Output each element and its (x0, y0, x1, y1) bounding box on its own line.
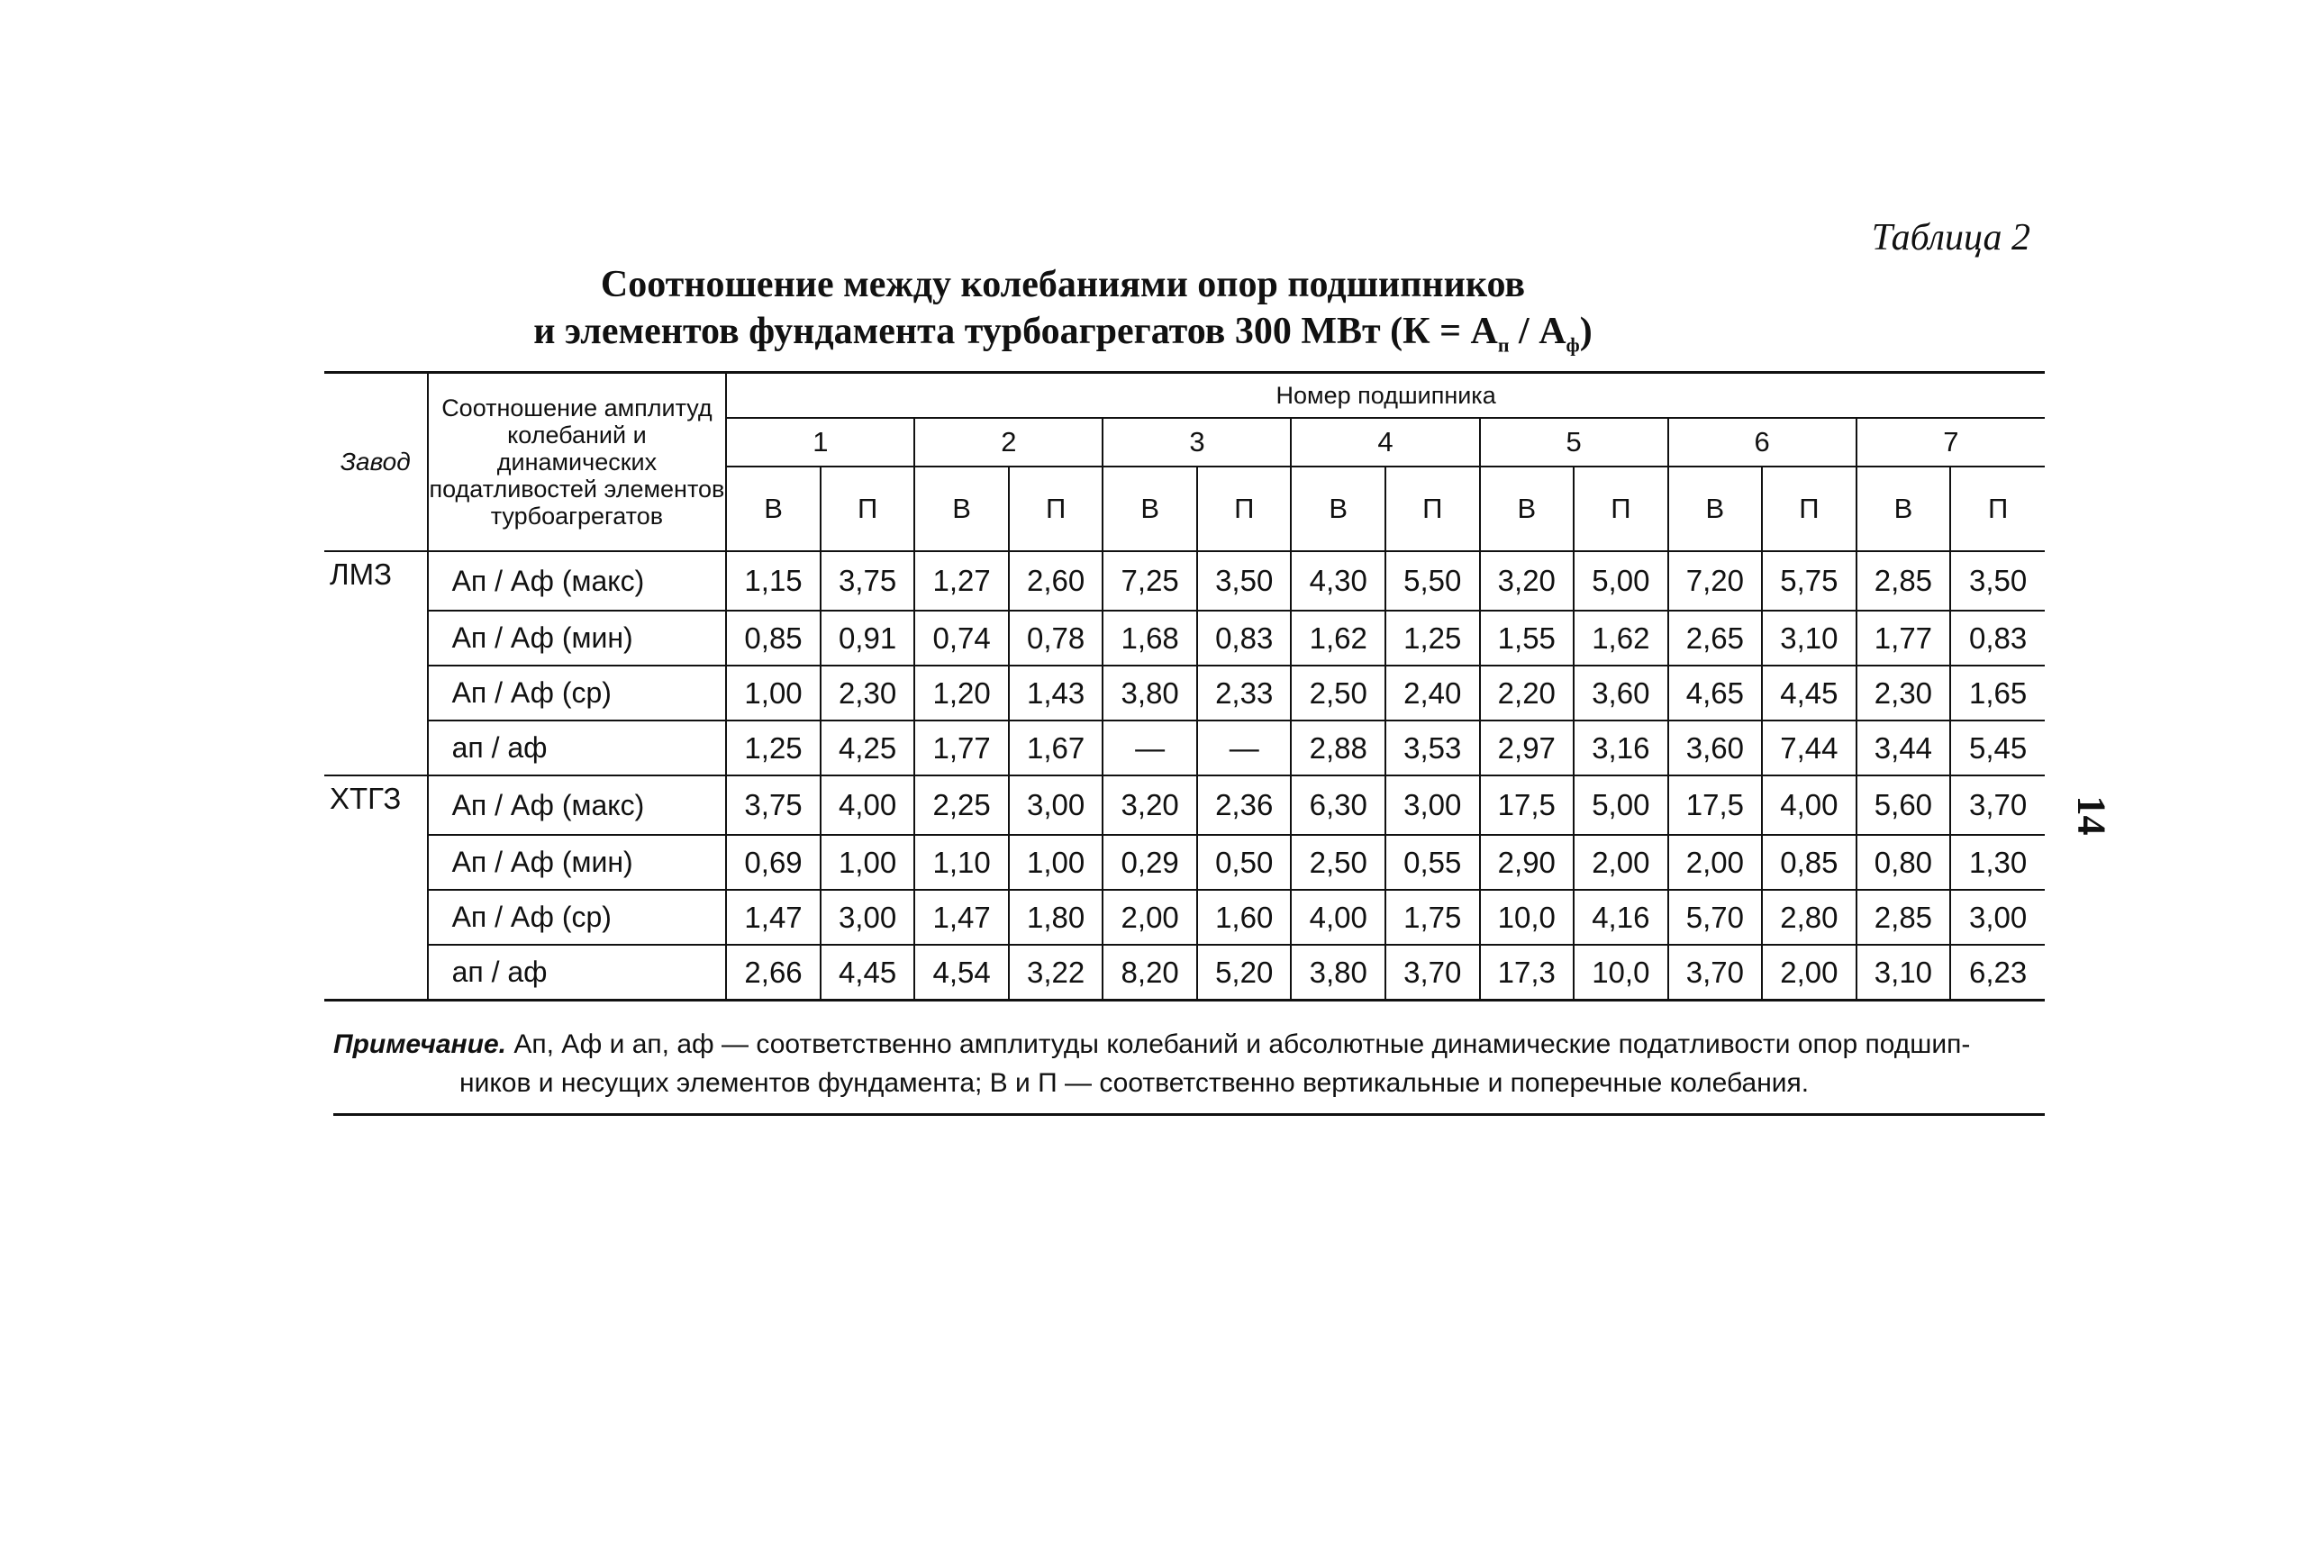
value-cell: 1,55 (1480, 611, 1575, 666)
value-cell: 3,00 (1009, 775, 1103, 835)
value-cell: 1,15 (726, 551, 821, 611)
value-cell: 1,30 (1950, 835, 2045, 890)
value-cell: 2,97 (1480, 721, 1575, 775)
value-cell: 5,50 (1385, 551, 1480, 611)
value-cell: 1,10 (914, 835, 1009, 890)
value-cell: — (1103, 721, 1197, 775)
table-title (324, 261, 1802, 368)
value-cell: 2,88 (1291, 721, 1385, 775)
value-cell: 5,20 (1197, 945, 1292, 1001)
value-cell: 2,00 (1668, 835, 1763, 890)
value-cell: 2,66 (726, 945, 821, 1001)
value-cell: 0,69 (726, 835, 821, 890)
header-v-1: В (726, 467, 821, 551)
value-cell: 4,00 (821, 775, 915, 835)
plant-cell-empty (324, 721, 428, 775)
value-cell: 6,23 (1950, 945, 2045, 1001)
value-cell: 2,30 (1856, 666, 1951, 721)
header-bearing-6: 6 (1668, 418, 1856, 467)
note-line-2: ников и несущих элементов фундамента; В и П — соответственно вертикальные и поперечные колебания. (459, 1068, 1810, 1098)
value-cell: 0,78 (1009, 611, 1103, 666)
value-cell: 4,65 (1668, 666, 1763, 721)
value-cell: 2,50 (1291, 835, 1385, 890)
value-cell: 2,20 (1480, 666, 1575, 721)
value-cell: 0,50 (1197, 835, 1292, 890)
value-cell: 0,29 (1103, 835, 1197, 890)
value-cell: 4,00 (1762, 775, 1856, 835)
value-cell: 3,44 (1856, 721, 1951, 775)
value-cell: 17,3 (1480, 945, 1575, 1001)
value-cell: 5,45 (1950, 721, 2045, 775)
ratio-label: Ап / Аф (мин) (428, 611, 727, 666)
value-cell: 2,40 (1385, 666, 1480, 721)
header-p-2: П (1009, 467, 1103, 551)
value-cell: 1,62 (1574, 611, 1668, 666)
value-cell: 3,53 (1385, 721, 1480, 775)
value-cell: 4,30 (1291, 551, 1385, 611)
value-cell: 1,67 (1009, 721, 1103, 775)
value-cell: 4,45 (821, 945, 915, 1001)
value-cell: 2,00 (1762, 945, 1856, 1001)
value-cell: 3,60 (1574, 666, 1668, 721)
header-p-6: П (1762, 467, 1856, 551)
value-cell: 0,91 (821, 611, 915, 666)
note-line-1: Примечание. Ап, Аф и ап, аф — соответственно амплитуды колебаний и абсолютные динамические податливости опор подшип- (333, 1029, 1971, 1059)
value-cell: 3,70 (1950, 775, 2045, 835)
value-cell: 7,25 (1103, 551, 1197, 611)
value-cell: 2,25 (914, 775, 1009, 835)
plant-name: ХТГЗ (324, 775, 428, 835)
value-cell: 0,83 (1197, 611, 1292, 666)
value-cell: 2,33 (1197, 666, 1292, 721)
value-cell: 1,47 (726, 890, 821, 945)
value-cell: 1,20 (914, 666, 1009, 721)
header-bearing-number: Номер подшипника (726, 373, 2045, 419)
value-cell: 6,30 (1291, 775, 1385, 835)
value-cell: 0,85 (1762, 835, 1856, 890)
header-v-5: В (1480, 467, 1575, 551)
value-cell: 3,10 (1762, 611, 1856, 666)
value-cell: 0,55 (1385, 835, 1480, 890)
value-cell: 1,43 (1009, 666, 1103, 721)
value-cell: 4,16 (1574, 890, 1668, 945)
value-cell: 3,75 (726, 775, 821, 835)
value-cell: 3,80 (1291, 945, 1385, 1001)
value-cell: 1,00 (821, 835, 915, 890)
table-row (324, 835, 2045, 890)
value-cell: 8,20 (1103, 945, 1197, 1001)
value-cell: 2,36 (1197, 775, 1292, 835)
ratio-label: Ап / Аф (макс) (428, 551, 727, 611)
value-cell: 2,80 (1762, 890, 1856, 945)
table-row (324, 890, 2045, 945)
value-cell: 17,5 (1668, 775, 1763, 835)
value-cell: 0,85 (726, 611, 821, 666)
header-p-4: П (1385, 467, 1480, 551)
value-cell: 4,45 (1762, 666, 1856, 721)
value-cell: 3,70 (1385, 945, 1480, 1001)
title-line-2: и элементов фундамента турбоагрегатов 300 МВт $(К = А_п / А_ф)$ (533, 311, 1593, 357)
value-cell: 5,00 (1574, 775, 1668, 835)
ratio-label: ап / аф (428, 721, 727, 775)
value-cell: 1,65 (1950, 666, 2045, 721)
header-bearing-7: 7 (1856, 418, 2045, 467)
value-cell: 5,60 (1856, 775, 1951, 835)
header-bearing-4: 4 (1291, 418, 1479, 467)
value-cell: 1,25 (726, 721, 821, 775)
value-cell: 1,60 (1197, 890, 1292, 945)
plant-cell-empty (324, 835, 428, 890)
header-ratio: Соотношение амплитуд колебаний и динамических податливостей элементов турбоагрегатов (428, 373, 727, 552)
header-v-6: В (1668, 467, 1763, 551)
value-cell: 3,00 (1950, 890, 2045, 945)
table-row (324, 611, 2045, 666)
header-p-3: П (1197, 467, 1292, 551)
plant-cell-empty (324, 611, 428, 666)
value-cell: 0,74 (914, 611, 1009, 666)
value-cell: 3,16 (1574, 721, 1668, 775)
value-cell: 2,50 (1291, 666, 1385, 721)
note (333, 1025, 2045, 1116)
value-cell: 2,85 (1856, 890, 1951, 945)
value-cell: 2,65 (1668, 611, 1763, 666)
value-cell: 3,20 (1480, 551, 1575, 611)
value-cell: 3,50 (1950, 551, 2045, 611)
ratio-label: ап / аф (428, 945, 727, 1001)
table-label: Таблица 2 (1871, 217, 2030, 258)
ratio-label: Ап / Аф (ср) (428, 666, 727, 721)
header-plant: Завод (324, 373, 428, 552)
value-cell: 1,47 (914, 890, 1009, 945)
table-row (324, 945, 2045, 1001)
value-cell: 0,83 (1950, 611, 2045, 666)
header-v-2: В (914, 467, 1009, 551)
value-cell: 17,5 (1480, 775, 1575, 835)
value-cell: 3,70 (1668, 945, 1763, 1001)
header-bearing-5: 5 (1480, 418, 1668, 467)
value-cell: 4,00 (1291, 890, 1385, 945)
value-cell: 1,00 (726, 666, 821, 721)
ratio-label: Ап / Аф (ср) (428, 890, 727, 945)
value-cell: 7,44 (1762, 721, 1856, 775)
note-label: Примечание. (333, 1029, 506, 1059)
value-cell: 3,50 (1197, 551, 1292, 611)
value-cell: 0,80 (1856, 835, 1951, 890)
table-row (324, 551, 2045, 611)
value-cell: 2,90 (1480, 835, 1575, 890)
value-cell: 1,62 (1291, 611, 1385, 666)
header-v-4: В (1291, 467, 1385, 551)
header-p-5: П (1574, 467, 1668, 551)
header-bearing-3: 3 (1103, 418, 1291, 467)
data-table (324, 371, 2045, 1002)
value-cell: 5,75 (1762, 551, 1856, 611)
value-cell: 2,00 (1574, 835, 1668, 890)
value-cell: 2,60 (1009, 551, 1103, 611)
value-cell: 1,75 (1385, 890, 1480, 945)
value-cell: 10,0 (1574, 945, 1668, 1001)
header-bearing-2: 2 (914, 418, 1103, 467)
value-cell: 3,00 (821, 890, 915, 945)
title-line-1: Соотношение между колебаниями опор подшипников (600, 264, 1526, 305)
value-cell: 1,00 (1009, 835, 1103, 890)
header-p-7: П (1950, 467, 2045, 551)
value-cell: 3,22 (1009, 945, 1103, 1001)
plant-cell-empty (324, 666, 428, 721)
header-v-3: В (1103, 467, 1197, 551)
value-cell: 3,20 (1103, 775, 1197, 835)
value-cell: 3,75 (821, 551, 915, 611)
value-cell: 4,25 (821, 721, 915, 775)
header-p-1: П (821, 467, 915, 551)
value-cell: 5,00 (1574, 551, 1668, 611)
value-cell: 3,10 (1856, 945, 1951, 1001)
header-v-7: В (1856, 467, 1951, 551)
page-number: 14 (2069, 795, 2114, 836)
value-cell: — (1197, 721, 1292, 775)
value-cell: 4,54 (914, 945, 1009, 1001)
table-row (324, 775, 2045, 835)
value-cell: 5,70 (1668, 890, 1763, 945)
value-cell: 1,27 (914, 551, 1009, 611)
plant-cell-empty (324, 890, 428, 945)
header-bearing-1: 1 (726, 418, 914, 467)
table-row (324, 721, 2045, 775)
ratio-label: Ап / Аф (макс) (428, 775, 727, 835)
value-cell: 7,20 (1668, 551, 1763, 611)
value-cell: 2,30 (821, 666, 915, 721)
value-cell: 1,80 (1009, 890, 1103, 945)
value-cell: 10,0 (1480, 890, 1575, 945)
plant-cell-empty (324, 945, 428, 1001)
value-cell: 1,77 (914, 721, 1009, 775)
plant-name: ЛМЗ (324, 551, 428, 611)
ratio-label: Ап / Аф (мин) (428, 835, 727, 890)
value-cell: 3,60 (1668, 721, 1763, 775)
value-cell: 3,00 (1385, 775, 1480, 835)
value-cell: 1,25 (1385, 611, 1480, 666)
value-cell: 1,68 (1103, 611, 1197, 666)
value-cell: 3,80 (1103, 666, 1197, 721)
value-cell: 2,00 (1103, 890, 1197, 945)
value-cell: 1,77 (1856, 611, 1951, 666)
table-row (324, 666, 2045, 721)
value-cell: 2,85 (1856, 551, 1951, 611)
